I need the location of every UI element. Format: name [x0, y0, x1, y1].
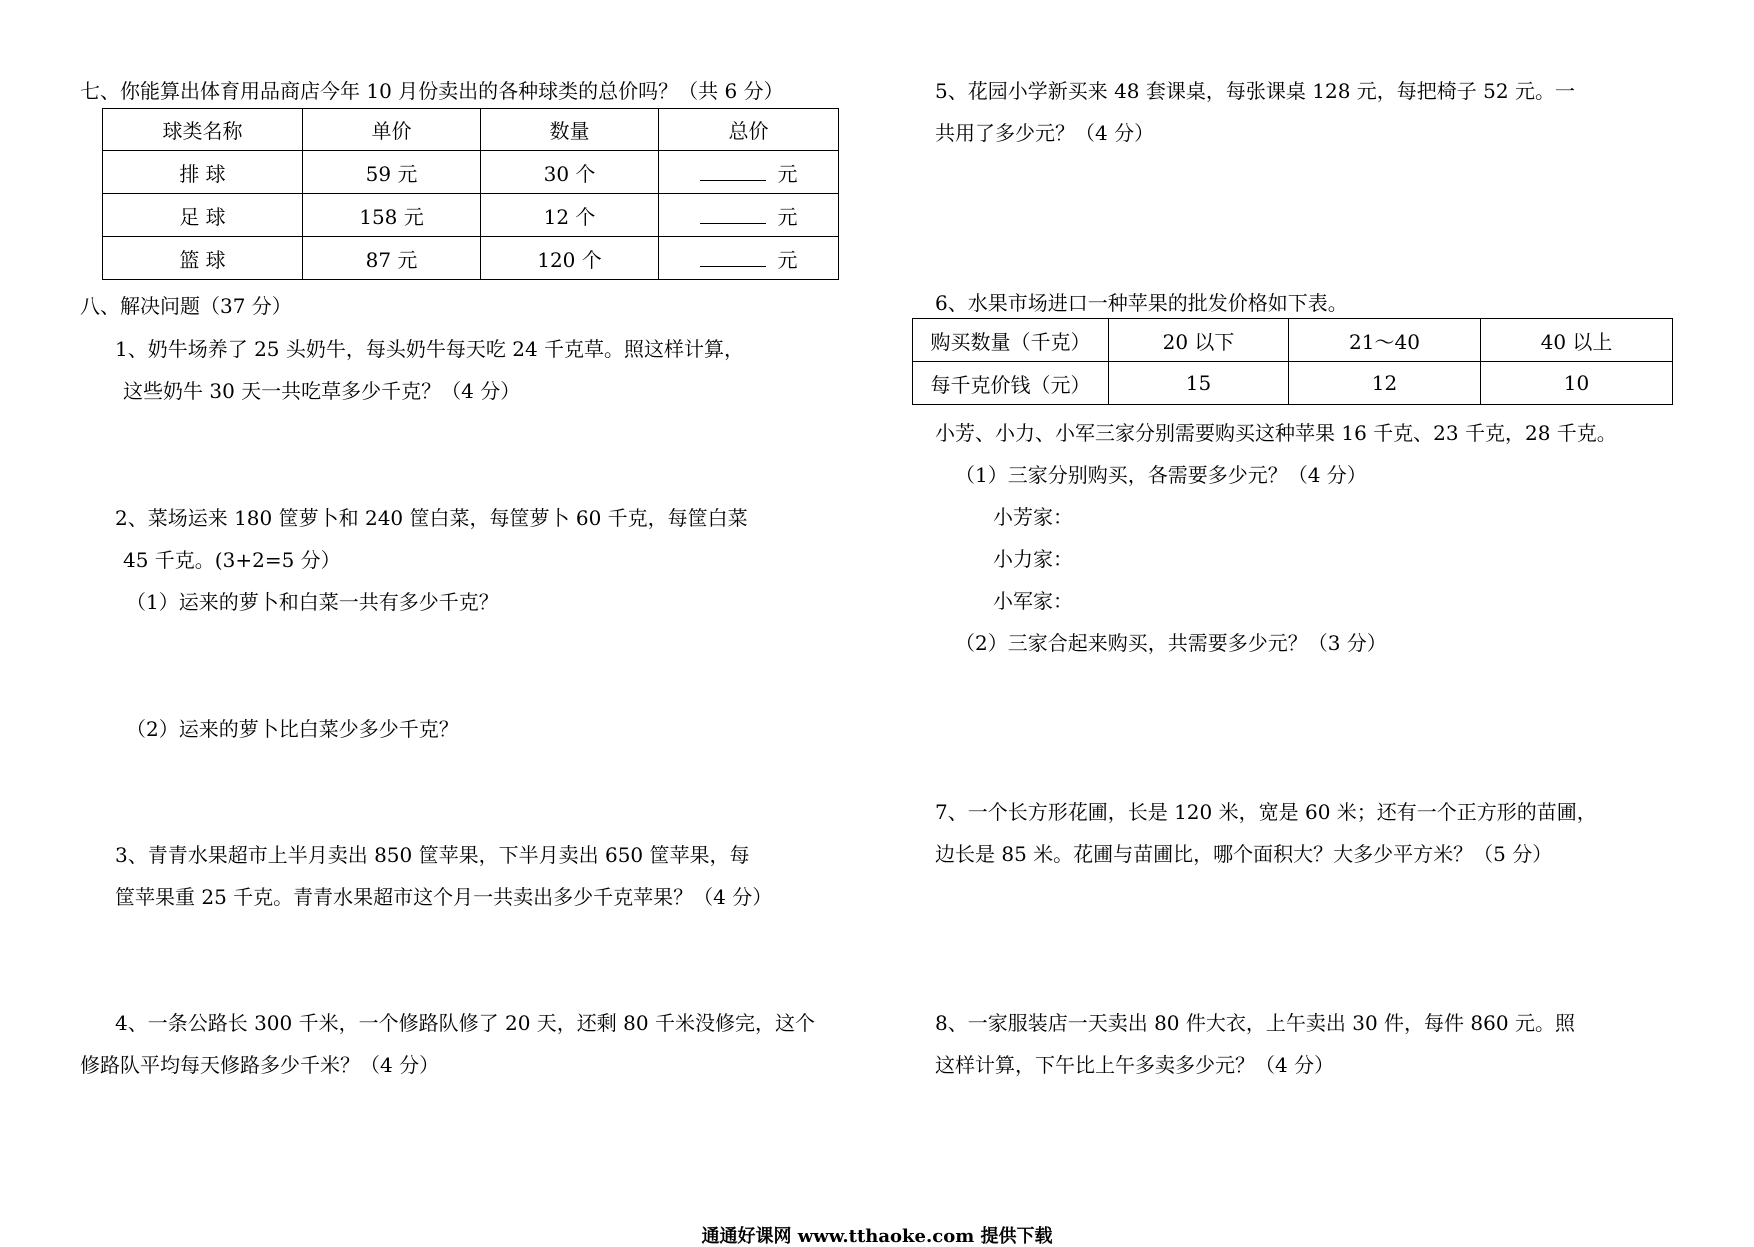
table-header-row — [103, 109, 839, 151]
family-xiaofang: 小芳家： — [993, 505, 1073, 529]
q1-line-1: 1、奶牛场养了 25 头奶牛，每头奶牛每天吃 24 千克草。照这样计算， — [115, 337, 745, 361]
table-cell: 40 以上 — [1481, 319, 1673, 362]
table-row — [103, 237, 839, 280]
family-xiaoli: 小力家： — [993, 547, 1073, 571]
answer-blank[interactable] — [700, 250, 766, 267]
family-xiaojun: 小军家： — [993, 589, 1073, 613]
ball-name: 排 球 — [103, 151, 303, 194]
table-cell: 15 — [1109, 362, 1289, 405]
unit-label: 元 — [777, 161, 798, 186]
section-7-title: 七、你能算出体育用品商店今年 10 月份卖出的各种球类的总价吗？（共 6 分） — [80, 79, 784, 103]
total-cell — [659, 151, 839, 194]
table-cell: 12 — [1289, 362, 1481, 405]
q2-part-2: （2）运来的萝卜比白菜少多少千克？ — [126, 717, 459, 741]
ball-price: 87 元 — [303, 237, 481, 280]
q1-line-2: 这些奶牛 30 天一共吃草多少千克？（4 分） — [123, 379, 521, 403]
ball-name: 足 球 — [103, 194, 303, 237]
q4-line-2: 修路队平均每天修路多少千米？（4 分） — [80, 1053, 440, 1077]
q7-line-2: 边长是 85 米。花圃与苗圃比，哪个面积大？大多少平方米？（5 分） — [935, 842, 1553, 866]
answer-blank[interactable] — [700, 164, 766, 181]
table-row — [913, 362, 1673, 405]
ball-qty: 12 个 — [481, 194, 659, 237]
ball-price: 59 元 — [303, 151, 481, 194]
q3-line-1: 3、青青水果超市上半月卖出 850 筐苹果，下半月卖出 650 筐苹果，每 — [115, 843, 750, 867]
q4-line-1: 4、一条公路长 300 千米，一个修路队修了 20 天，还剩 80 千米没修完，这个 — [115, 1011, 815, 1035]
table-row — [103, 151, 839, 194]
section-8-title: 八、解决问题（37 分） — [80, 294, 292, 318]
q2-part-1: （1）运来的萝卜和白菜一共有多少千克？ — [126, 590, 499, 614]
ball-name: 篮 球 — [103, 237, 303, 280]
q6-part-1: （1）三家分别购买，各需要多少元？（4 分） — [955, 463, 1367, 487]
table-cell: 21～40 — [1289, 319, 1481, 362]
apple-price-table — [912, 318, 1673, 405]
q3-line-2: 筐苹果重 25 千克。青青水果超市这个月一共卖出多少千克苹果？（4 分） — [115, 885, 773, 909]
row-label: 购买数量（千克） — [913, 319, 1109, 362]
q8-line-2: 这样计算，下午比上午多卖多少元？（4 分） — [935, 1053, 1335, 1077]
table-cell: 20 以下 — [1109, 319, 1289, 362]
table-row — [913, 319, 1673, 362]
table-cell: 10 — [1481, 362, 1673, 405]
ball-price: 158 元 — [303, 194, 481, 237]
header-cell: 单价 — [303, 109, 481, 151]
total-cell — [659, 237, 839, 280]
ball-qty: 120 个 — [481, 237, 659, 280]
unit-label: 元 — [777, 204, 798, 229]
footer-credit: 通通好课网 www.tthaoke.com 提供下载 — [701, 1226, 1053, 1247]
ball-price-table — [102, 108, 839, 280]
total-cell — [659, 194, 839, 237]
q7-line-1: 7、一个长方形花圃，长是 120 米，宽是 60 米；还有一个正方形的苗圃， — [935, 800, 1597, 824]
q6-description: 小芳、小力、小军三家分别需要购买这种苹果 16 千克、23 千克，28 千克。 — [935, 421, 1617, 445]
q5-line-2: 共用了多少元？（4 分） — [935, 121, 1155, 145]
ball-qty: 30 个 — [481, 151, 659, 194]
q8-line-1: 8、一家服装店一天卖出 80 件大衣，上午卖出 30 件，每件 860 元。照 — [935, 1011, 1575, 1035]
q2-line-2: 45 千克。(3+2=5 分） — [123, 548, 341, 572]
row-label: 每千克价钱（元） — [913, 362, 1109, 405]
header-cell: 总价 — [659, 109, 839, 151]
q5-line-1: 5、花园小学新买来 48 套课桌，每张课桌 128 元，每把椅子 52 元。一 — [935, 79, 1575, 103]
header-cell: 球类名称 — [103, 109, 303, 151]
q6-part-2: （2）三家合起来购买，共需要多少元？（3 分） — [955, 631, 1387, 655]
table-row — [103, 194, 839, 237]
q2-line-1: 2、菜场运来 180 筐萝卜和 240 筐白菜，每筐萝卜 60 千克，每筐白菜 — [115, 506, 748, 530]
header-cell: 数量 — [481, 109, 659, 151]
q6-intro: 6、水果市场进口一种苹果的批发价格如下表。 — [935, 291, 1348, 315]
unit-label: 元 — [777, 247, 798, 272]
answer-blank[interactable] — [700, 207, 766, 224]
